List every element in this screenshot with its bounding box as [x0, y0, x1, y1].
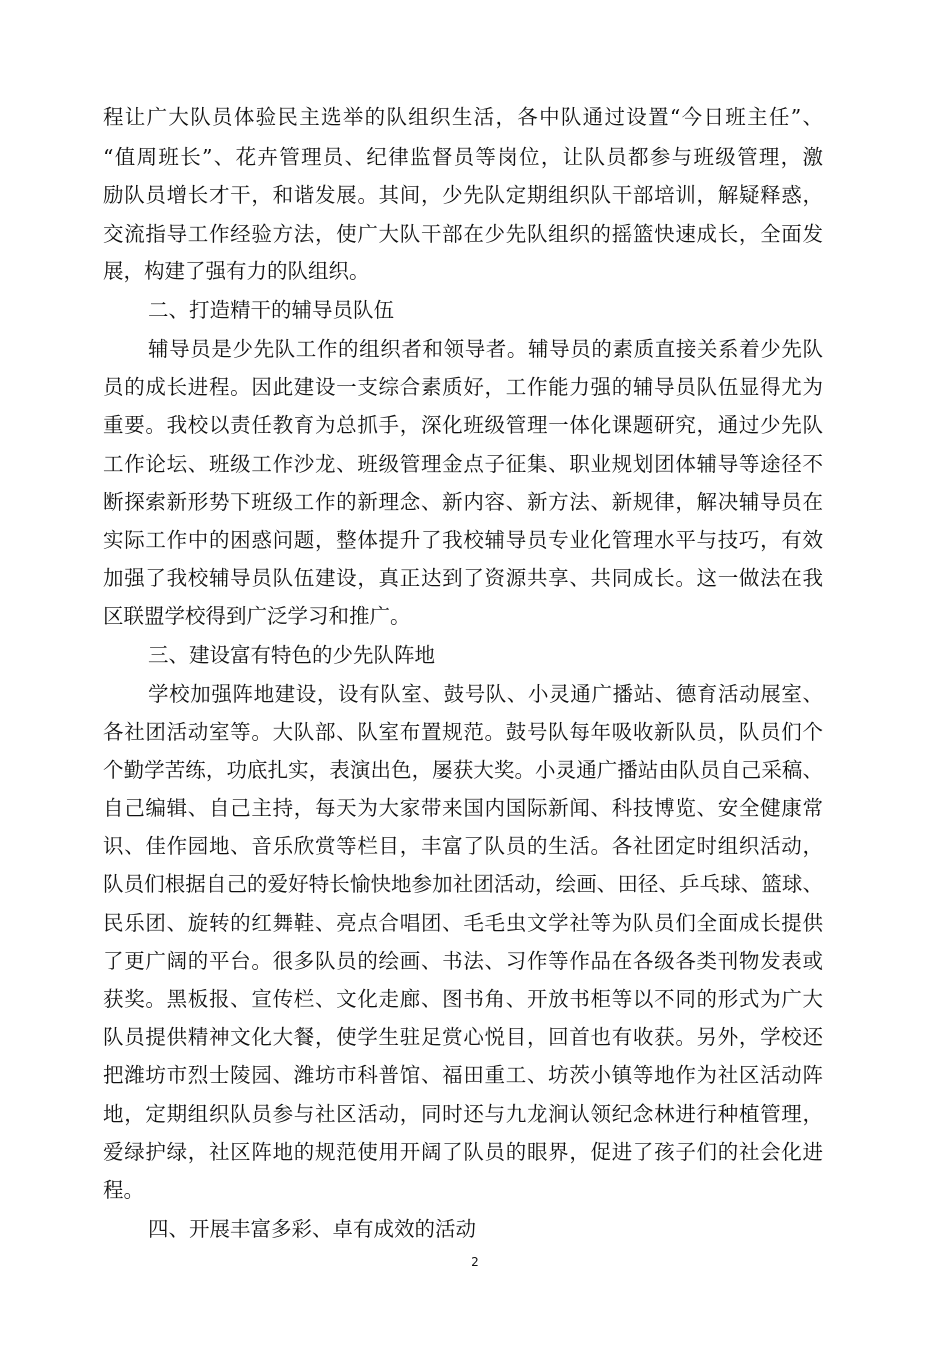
text-line: 自己编辑、自己主持，每天为大家带来国内国际新闻、科技博览、安全健康常: [103, 796, 823, 820]
text-line: 辅导员是少先队工作的组织者和领导者。辅导员的素质直接关系着少先队: [148, 337, 823, 361]
text-line: 地，定期组织队员参与社区活动，同时还与九龙涧认领纪念林进行种植管理，: [103, 1102, 823, 1126]
section-heading: 四、开展丰富多彩、卓有成效的活动: [148, 1217, 476, 1241]
text-line: 爱绿护绿，社区阵地的规范使用开阔了队员的眼界，促进了孩子们的社会化进: [103, 1140, 823, 1164]
text-line: 识、佳作园地、音乐欣赏等栏目，丰富了队员的生活。各社团定时组织活动，: [103, 834, 823, 858]
text-line: 民乐团、旋转的红舞鞋、亮点合唱团、毛毛虫文学社等为队员们全面成长提供: [103, 911, 823, 935]
text-line: 励队员增长才干，和谐发展。其间，少先队定期组织队干部培训，解疑释惑，: [103, 183, 823, 207]
page-number: 2: [471, 1255, 479, 1269]
text-line: “值周班长”、花卉管理员、纪律监督员等岗位，让队员都参与班级管理，激: [103, 145, 823, 169]
text-line: 程让广大队员体验民主选举的队组织生活，各中队通过设置“今日班主任”、: [103, 105, 823, 129]
text-line: 断探索新形势下班级工作的新理念、新内容、新方法、新规律，解决辅导员在: [103, 490, 823, 514]
text-line: 队员们根据自己的爱好特长愉快地参加社团活动，绘画、田径、乒乓球、篮球、: [103, 872, 823, 896]
text-line: 员的成长进程。因此建设一支综合素质好，工作能力强的辅导员队伍显得尤为: [103, 375, 823, 399]
text-line: 队员提供精神文化大餐，使学生驻足赏心悦目，回首也有收获。另外，学校还: [103, 1025, 823, 1049]
text-line: 交流指导工作经验方法，使广大队干部在少先队组织的摇篮快速成长，全面发: [103, 222, 823, 246]
text-line: 区联盟学校得到广泛学习和推广。: [103, 604, 411, 628]
text-line: 获奖。黑板报、宣传栏、文化走廊、图书角、开放书柜等以不同的形式为广大: [103, 987, 823, 1011]
text-line: 了更广阔的平台。很多队员的绘画、书法、习作等作品在各级各类刊物发表或: [103, 949, 823, 973]
text-line: 工作论坛、班级工作沙龙、班级管理金点子征集、职业规划团体辅导等途径不: [103, 452, 823, 476]
section-heading: 二、打造精干的辅导员队伍: [148, 298, 394, 322]
text-line: 把潍坊市烈士陵园、潍坊市科普馆、福田重工、坊茨小镇等地作为社区活动阵: [103, 1063, 823, 1087]
text-line: 学校加强阵地建设，设有队室、鼓号队、小灵通广播站、德育活动展室、: [148, 682, 823, 706]
text-line: 加强了我校辅导员队伍建设，真正达到了资源共享、共同成长。这一做法在我: [103, 566, 823, 590]
text-line: 实际工作中的困惑问题，整体提升了我校辅导员专业化管理水平与技巧，有效: [103, 528, 823, 552]
text-line: 各社团活动室等。大队部、队室布置规范。鼓号队每年吸收新队员，队员们个: [103, 720, 823, 744]
text-line: 重要。我校以责任教育为总抓手，深化班级管理一体化课题研究，通过少先队: [103, 413, 823, 437]
text-line: 展，构建了强有力的队组织。: [103, 259, 370, 283]
text-line: 个勤学苦练，功底扎实，表演出色，屡获大奖。小灵通广播站由队员自己采稿、: [103, 758, 823, 782]
text-line: 程。: [103, 1178, 144, 1202]
section-heading: 三、建设富有特色的少先队阵地: [148, 643, 435, 667]
